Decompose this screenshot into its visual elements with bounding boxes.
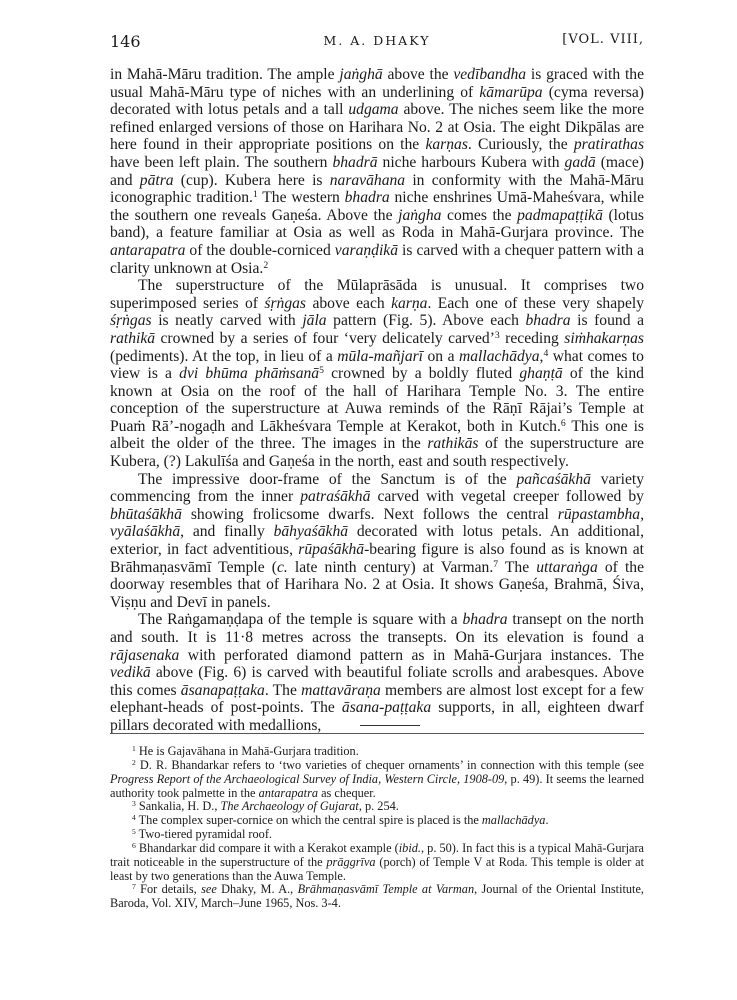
- text-run: carved with vegetal creeper followed by: [370, 488, 644, 506]
- body-text: [110, 66, 644, 735]
- text-run: above (Fig. 6) is carved with beautiful foliate scrolls and arabesques. Above this comes: [110, 664, 644, 699]
- footnote: [110, 842, 644, 884]
- text-run: He is Gajavāhana in Mahā-Gurjara tradition.: [135, 744, 359, 758]
- footnote-rule: [110, 733, 644, 734]
- text-run: (mace) and: [110, 153, 644, 189]
- italic-term: pātra: [139, 171, 174, 189]
- italic-term: bhadrā: [332, 153, 378, 171]
- footnote-marker: 5: [132, 827, 136, 837]
- text-run: The impressive door-frame of the Sanctum is of the: [138, 470, 517, 488]
- text-run: is found a: [570, 312, 644, 330]
- italic-term: prāggrīva: [326, 854, 376, 869]
- footnote: [110, 828, 644, 842]
- text-run: niche enshrines Umā-Maheśvara, while the southern one reveals Gaṇeśa. Above the: [110, 189, 644, 224]
- italic-term: bhadra: [344, 189, 390, 207]
- text-run: ,: [539, 347, 544, 365]
- italic-term: rūpastambha, vyālaśākhā: [110, 505, 644, 541]
- footnote-marker: 3: [132, 799, 136, 809]
- footnote-marker: 7: [132, 882, 136, 892]
- italic-term: padmapaṭṭikā: [517, 206, 603, 224]
- italic-term: dvi bhūma phāṁsanā: [179, 365, 320, 383]
- italic-term: rūpaśākhā: [298, 541, 365, 559]
- italic-term: mūla-mañjarī: [337, 347, 424, 365]
- italic-term: patraśākhā: [300, 488, 371, 506]
- text-run: . Each one of these very shapely: [427, 294, 644, 312]
- text-run: as chequer.: [318, 785, 376, 800]
- italic-term: āsanapaṭṭaka: [180, 681, 265, 699]
- text-run: crowned by a series of four ‘very delicately carved’: [155, 329, 495, 347]
- italic-term: śṛṅgas: [264, 294, 307, 312]
- italic-term: see: [201, 882, 217, 897]
- footnote: [110, 800, 644, 814]
- text-run: in Mahā-Māru tradition. The ample: [110, 66, 340, 83]
- text-run: Two-tiered pyramidal roof.: [135, 827, 272, 842]
- italic-term: karṇas: [425, 136, 468, 154]
- text-run: , p. 254.: [358, 799, 399, 814]
- text-run: receding: [499, 329, 565, 347]
- paragraph: [110, 471, 644, 612]
- text-run: crowned by a boldly fluted: [323, 365, 520, 383]
- footnotes: [110, 745, 644, 911]
- text-run: supports, in all, eighteen dwarf pillars decorated with medallions,: [110, 699, 644, 734]
- text-run: is carved with a chequer pattern with a clarity unknown at Osia.: [110, 241, 644, 277]
- text-run: comes the: [441, 206, 518, 224]
- text-run: The: [498, 558, 537, 576]
- italic-term: bhūtaśākhā: [110, 505, 182, 523]
- footnote-marker: 6: [132, 841, 136, 851]
- text-run: This one is albeit the older of the three. The images in the: [110, 417, 644, 453]
- italic-term: jaṅgha: [398, 206, 442, 224]
- italic-term: kāmarūpa: [479, 83, 543, 101]
- italic-term: Progress Report of the Archaeological Survey of India, Western Circle, 1908-09: [110, 771, 505, 786]
- text-run: The superstructure of the Mūlaprāsāda is unusual. It comprises two superimposed series of: [110, 277, 644, 312]
- footnote: [110, 883, 644, 911]
- text-run: of the superstructure are Kubera, (?) Lakulīśa and Gaṇeśa in the north, east and south respectively.: [110, 435, 644, 471]
- paragraph: [110, 66, 644, 277]
- text-run: transept on the north and south. It is 11·8 metres across the transepts. On its elevation is found a: [110, 611, 644, 646]
- text-run: For details,: [135, 882, 202, 897]
- text-run: , Journal of the Oriental Institute, Baroda, Vol. XIV, March–June 1965, Nos. 3-4.: [110, 882, 645, 911]
- italic-term: jaṅghā: [339, 66, 383, 83]
- italic-term: gadā: [564, 153, 596, 171]
- footnote-marker: 4: [543, 347, 549, 359]
- text-run: showing frolicsome dwarfs. Next follows the central: [181, 505, 558, 523]
- text-run: niche harbours Kubera with: [377, 153, 565, 171]
- italic-term: mattavāraṇa: [301, 681, 381, 699]
- text-run: , p. 49). It seems the learned authority took palmette in the: [110, 771, 645, 800]
- italic-term: vedībandha: [453, 66, 527, 83]
- italic-term: siṁhakarṇas: [564, 329, 645, 347]
- italic-term: karṇa: [391, 294, 428, 312]
- text-run: of the kind known at Osia on the roof of the hall of Harihara Temple No. 3. The entire conception of the superstructure at Auwa reminds of the Rāṇī Rājai’s Temple at Puaṁ Rā’-nogaḍh and Lākheśvara Temple at Kerakot, both in Kutch.: [110, 365, 644, 435]
- text-run: what comes to view is a: [110, 347, 644, 383]
- footnote-marker: 5: [319, 365, 324, 377]
- text-run: . Curiously, the: [467, 136, 574, 154]
- text-run: , p. 50). In fact this is a typical Mahā-Gurjara trait noticeable in the superstructure of the: [110, 840, 644, 869]
- italic-term: śṛṅgas: [110, 312, 152, 330]
- text-run: Sankalia, H. D.,: [135, 799, 221, 814]
- italic-term: vedikā: [110, 664, 151, 682]
- footnote-marker: 7: [493, 558, 499, 570]
- page-number: 146: [110, 32, 141, 51]
- italic-term: uttaraṅga: [536, 558, 598, 576]
- italic-term: antarapatra: [110, 241, 186, 259]
- running-head-volume: [VOL. VIII,: [562, 32, 644, 47]
- italic-term: The Archaeology of Gujarat: [220, 799, 359, 814]
- text-run: in conformity with the Mahā-Māru iconographic tradition.: [110, 171, 644, 207]
- italic-term: pañcaśākhā: [516, 470, 591, 488]
- text-run: (cyma reversa) decorated with lotus petals and a tall: [110, 83, 644, 119]
- footnote: [110, 745, 644, 759]
- text-run: Dhaky, M. A.,: [216, 882, 298, 897]
- italic-term: mallachādya: [481, 813, 546, 828]
- text-run: (cup). Kubera here is: [173, 171, 330, 189]
- italic-term: ibid.: [398, 840, 421, 855]
- text-run: The western: [257, 189, 345, 207]
- italic-term: bhadra: [462, 611, 508, 629]
- text-run: of the double-corniced: [185, 241, 335, 259]
- italic-term: varaṇḍikā: [334, 241, 399, 259]
- paragraph: [110, 277, 644, 471]
- text-run: The complex super-cornice on which the central spire is placed is the: [135, 813, 482, 828]
- text-run: is neatly carved with: [151, 312, 303, 330]
- italic-term: rājasenaka: [110, 646, 180, 664]
- italic-term: naravāhana: [329, 171, 406, 189]
- italic-term: Brāhmaṇasvāmī Temple at Varman: [297, 882, 475, 897]
- italic-term: udgama: [348, 101, 399, 119]
- italic-term: bāhyaśākhā: [273, 523, 349, 541]
- footnote-marker: 2: [132, 758, 136, 768]
- text-run: pattern (Fig. 5). Above each: [326, 312, 526, 330]
- italic-term: antarapatra: [258, 785, 319, 800]
- text-run: (porch) of Temple V at Roda. This temple is older at least by two generations than the Auwa Temple.: [110, 854, 645, 883]
- end-of-text-rule: [360, 725, 420, 726]
- text-run: . The: [264, 681, 302, 699]
- italic-term: mallachādya: [458, 347, 540, 365]
- footnote-marker: 1: [252, 189, 258, 201]
- text-run: have been left plain. The southern: [110, 153, 333, 171]
- text-run: of the doorway resembles that of Harihara No. 2 at Osia. It shows Gaṇeśa, Brahmā, Śiva, Viṣṇu and Devī in panels.: [110, 558, 644, 611]
- text-run: late ninth century) at Varman.: [287, 558, 494, 576]
- footnote: [110, 759, 644, 801]
- italic-term: bhadra: [525, 312, 571, 330]
- footnote-marker: 2: [263, 259, 269, 271]
- italic-term: rathikā: [110, 329, 156, 347]
- text-run: is graced with the usual Mahā-Māru type of niches with an underlining of: [110, 66, 644, 101]
- text-run: above each: [306, 294, 392, 312]
- text-run: variety commencing from the inner: [110, 470, 644, 506]
- footnote-marker: 3: [494, 330, 500, 342]
- italic-term: ghaṇṭā: [519, 365, 563, 383]
- running-head-author: M. A. DHAKY: [323, 33, 431, 48]
- text-run: The Raṅgamaṇḍapa of the temple is square with a: [138, 611, 463, 629]
- text-run: , and finally: [180, 523, 274, 541]
- italic-term: c.: [277, 558, 288, 576]
- text-run: with perforated diamond pattern as in Mahā-Gurjara instances. The: [179, 646, 644, 664]
- text-run: on a: [423, 347, 459, 365]
- paragraph: [110, 611, 644, 734]
- text-run: (pediments). At the top, in lieu of a: [110, 347, 338, 365]
- text-run: above the: [382, 66, 454, 83]
- italic-term: jāla: [302, 312, 327, 330]
- text-run: decorated with lotus petals. An additional, exterior, in fact adventitious,: [110, 523, 644, 559]
- text-run: Bhandarkar did compare it with a Kerakot example (: [135, 840, 399, 855]
- footnote-marker: 4: [132, 813, 136, 823]
- footnote-marker: 1: [132, 744, 136, 754]
- text-run: (lotus band), a feature familiar at Osia as well as Roda in Mahā-Gurjara province. The: [110, 206, 645, 242]
- text-run: above. The niches seem like the more refined enlarged versions of those on Harihara No. 2 at Osia. The eight Dikpālas are here found in their appropriate positions on the: [110, 101, 644, 154]
- text-run: D. R. Bhandarkar refers to ‘two varieties of chequer ornaments’ in connection with this temple (see: [135, 757, 644, 772]
- text-run: members are almost lost except for a few elephant-heads of post-points. The: [110, 681, 644, 717]
- italic-term: rathikās: [427, 435, 479, 453]
- footnote: [110, 814, 644, 828]
- italic-term: pratirathas: [573, 136, 645, 154]
- running-header: [110, 30, 644, 54]
- text-run: .: [545, 813, 549, 828]
- footnote-marker: 6: [560, 418, 566, 430]
- italic-term: āsana-paṭṭaka: [341, 699, 432, 717]
- text-run: -bearing figure is also found as is known at Brāhmaṇasvāmī Temple (: [110, 541, 644, 576]
